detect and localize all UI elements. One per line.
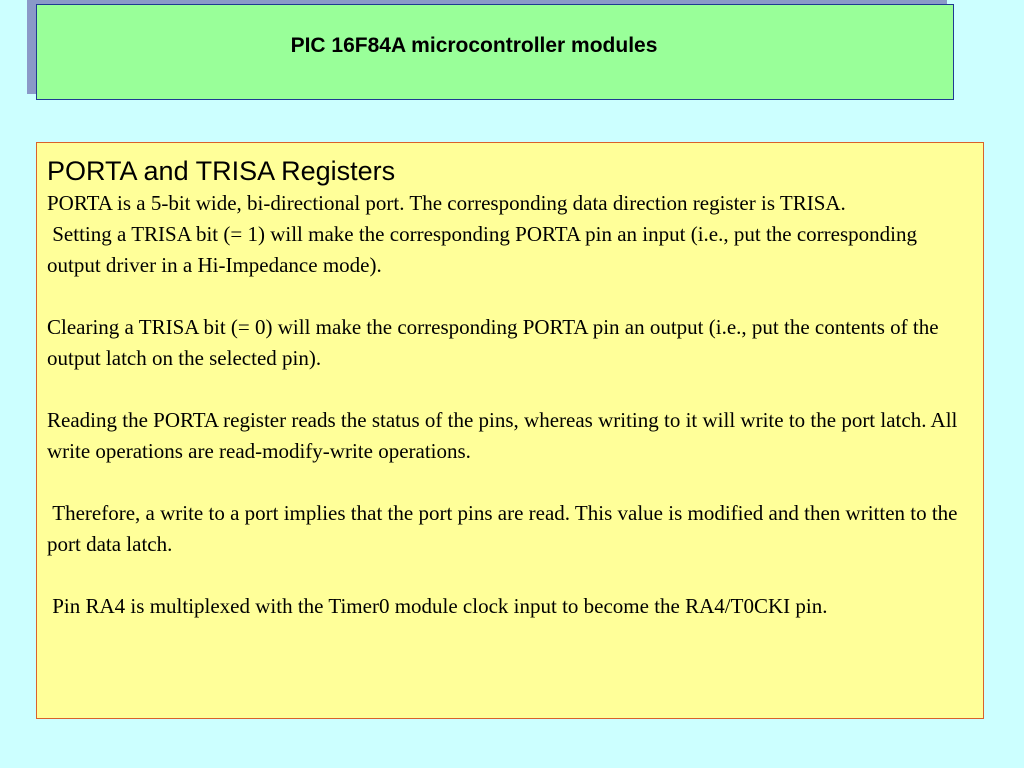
paragraph-trisa-set: Setting a TRISA bit (= 1) will make the corresponding PORTA pin an input (i.e., put the corresponding output driver in a Hi-Impedance mode).: [47, 222, 923, 277]
spacer: [47, 281, 973, 312]
paragraph-trisa-clear: Clearing a TRISA bit (= 0) will make the corresponding PORTA pin an output (i.e., put the contents of the output latch on the selected pin).: [47, 315, 944, 370]
slide-title: PIC 16F84A microcontroller modules: [290, 34, 658, 57]
spacer: [47, 560, 973, 591]
content-box: [36, 142, 984, 719]
paragraph-ra4-pin: Pin RA4 is multiplexed with the Timer0 module clock input to become the RA4/T0CKI pin.: [47, 594, 828, 618]
content-heading: PORTA and TRISA Registers: [47, 156, 396, 186]
paragraph-read-write: Reading the PORTA register reads the status of the pins, whereas writing to it will write to the port latch. All write operations are read-modify-write operations.: [47, 408, 963, 463]
spacer: [47, 374, 973, 405]
title-box: [36, 4, 954, 100]
spacer: [47, 467, 973, 498]
paragraph-porta-description: PORTA is a 5-bit wide, bi-directional port. The corresponding data direction register is TRISA.: [47, 191, 846, 215]
paragraph-port-write: Therefore, a write to a port implies that the port pins are read. This value is modified and then written to the port data latch.: [47, 501, 963, 556]
